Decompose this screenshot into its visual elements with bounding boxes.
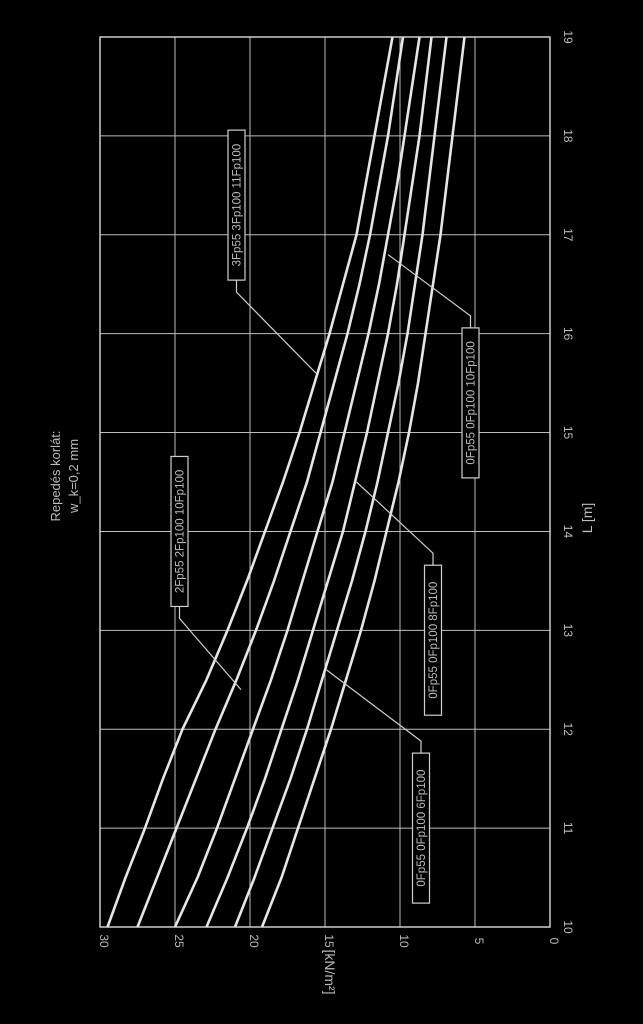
x-tick-label: 11 [561, 821, 575, 835]
y-tick-label: 5 [472, 937, 486, 945]
x-tick-label: 13 [561, 623, 575, 638]
x-tick-label: 10 [561, 920, 575, 934]
y-tick-label: 30 [97, 934, 111, 948]
annotation-leader [327, 670, 422, 753]
x-axis-label: L [m] [579, 502, 595, 534]
y-tick-label: 15 [322, 934, 336, 948]
y-tick-label: 0 [547, 937, 561, 945]
annotation-label: 0Fp55 0Fp100 6Fp100 [416, 769, 428, 887]
chart-subtitle: w_k=0,2 mm [66, 438, 81, 514]
x-tick-label: 18 [561, 129, 575, 143]
y-tick-label: 25 [172, 934, 186, 948]
x-tick-label: 15 [561, 425, 575, 440]
annotation-label: 2Fp55 2Fp100 10Fp100 [174, 469, 187, 594]
y-tick-label: 20 [247, 934, 261, 948]
x-tick-label: 14 [561, 524, 575, 539]
annotation-label: 3Fp55 3Fp100 11Fp100 [231, 143, 244, 267]
y-tick-label: 10 [397, 934, 411, 948]
x-tick-label: 12 [561, 722, 575, 736]
annotation-label: 0Fp55 0Fp100 8Fp100 [428, 581, 440, 699]
y-axis-label: [kN/m²] [322, 949, 338, 995]
x-tick-label: 17 [561, 228, 575, 242]
tick-labels [97, 30, 575, 948]
series-lines [108, 37, 465, 927]
chart-title: Repedés korlát: [48, 430, 63, 522]
x-tick-label: 19 [561, 30, 575, 44]
x-tick-label: 16 [561, 326, 575, 341]
annotation-label: 0Fp55 0Fp100 10Fp100 [465, 341, 478, 465]
series-line [262, 37, 465, 927]
grid [100, 37, 550, 927]
annotation-leader [237, 280, 317, 373]
